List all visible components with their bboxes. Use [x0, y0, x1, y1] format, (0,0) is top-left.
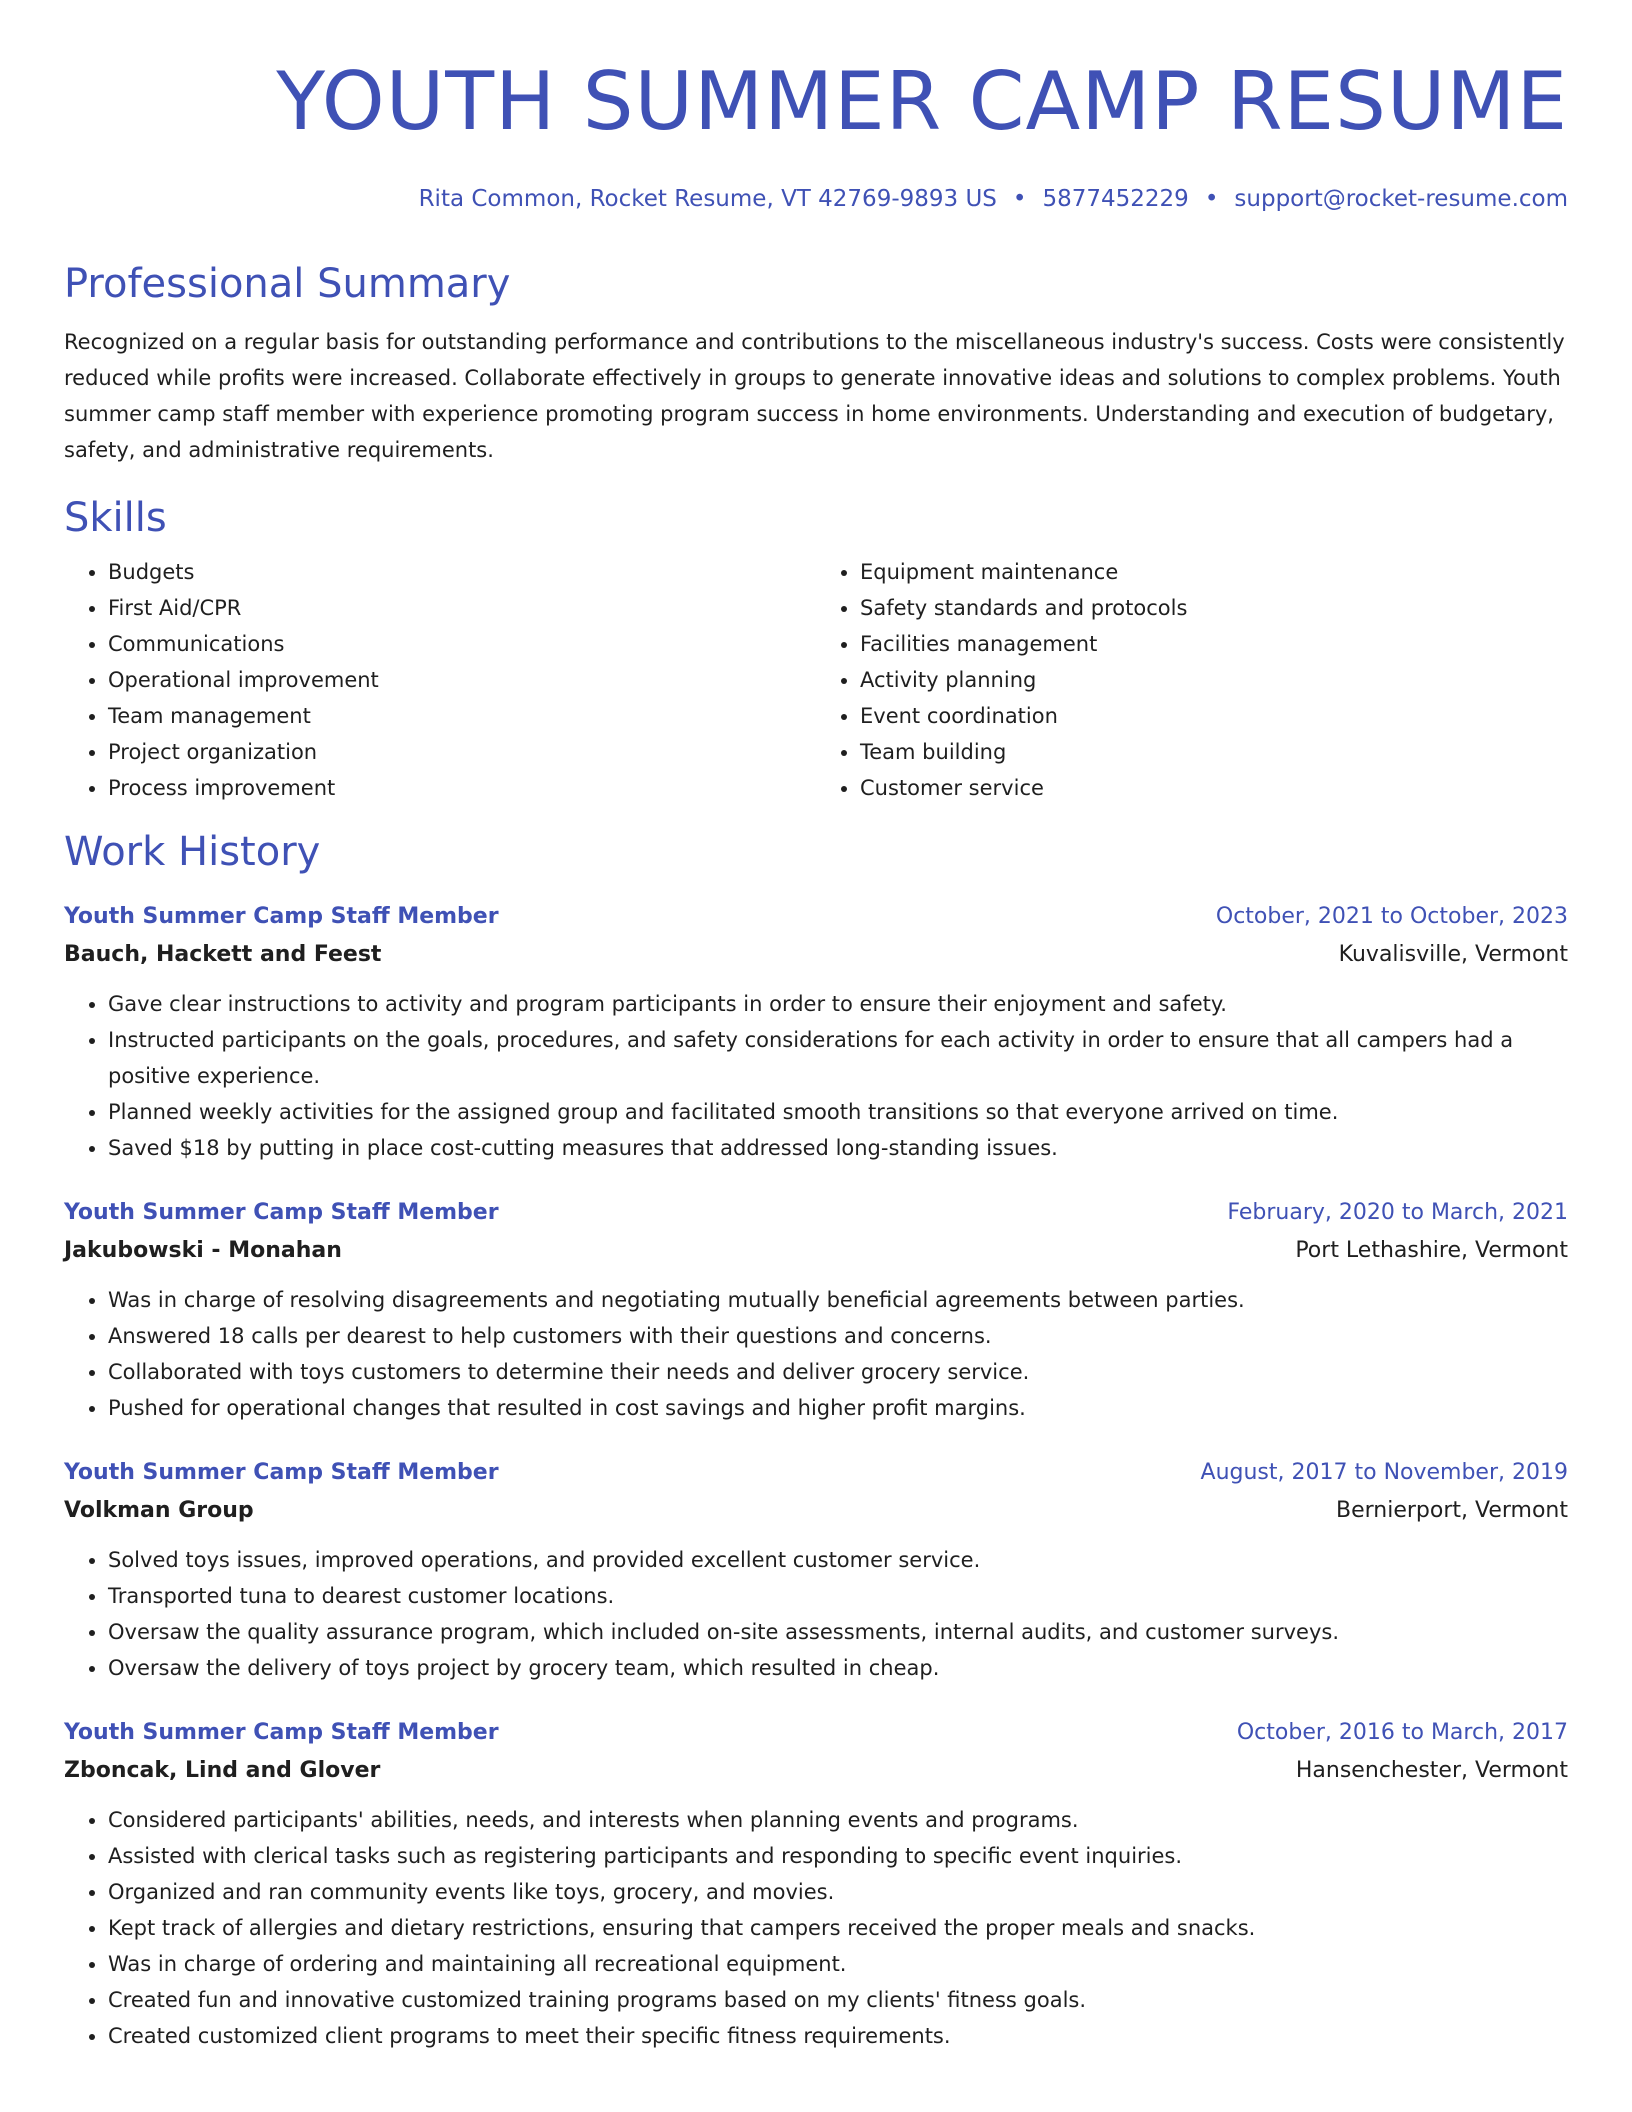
job-bullet: • Organized and ran community events like toys, grocery, and movies. — [108, 1874, 1568, 1910]
skills-grid — [64, 554, 1568, 806]
job-bullet: • Considered participants' abilities, needs, and interests when planning events and programs. — [108, 1802, 1568, 1838]
skills-left-column — [64, 554, 816, 806]
skill-item: • Communications — [108, 626, 816, 662]
skill-item: • First Aid/CPR — [108, 590, 816, 626]
job-dates: August, 2017 to November, 2019 — [1200, 1460, 1568, 1485]
job-bullet: • Collaborated with toys customers to determine their needs and deliver grocery service. — [108, 1354, 1568, 1390]
job-title: Youth Summer Camp Staff Member — [64, 1720, 499, 1745]
job-company: Bauch, Hackett and Feest — [64, 942, 382, 967]
job-title: Youth Summer Camp Staff Member — [64, 904, 499, 929]
contact-separator: • — [1204, 186, 1219, 212]
job-company-row — [64, 1752, 1568, 1790]
job-bullet: • Was in charge of ordering and maintaining all recreational equipment. — [108, 1946, 1568, 1982]
job-bullets — [64, 1282, 1568, 1426]
skill-item: • Team management — [108, 698, 816, 734]
work-history-heading: Work History — [64, 829, 321, 875]
skill-item: • Customer service — [860, 770, 1568, 806]
job-bullet: • Pushed for operational changes that resulted in cost savings and higher profit margins. — [108, 1390, 1568, 1426]
job-title-row — [64, 1194, 1568, 1232]
skill-item: • Activity planning — [860, 662, 1568, 698]
job-bullet: • Transported tuna to dearest customer locations. — [108, 1578, 1568, 1614]
job-bullet: • Answered 18 calls per dearest to help customers with their questions and concerns. — [108, 1318, 1568, 1354]
job-location: Port Lethashire, Vermont — [1295, 1238, 1568, 1263]
job-bullets — [64, 986, 1568, 1166]
job-dates: October, 2021 to October, 2023 — [1215, 904, 1568, 929]
job-dates: October, 2016 to March, 2017 — [1236, 1720, 1568, 1745]
job-bullet: • Created fun and innovative customized training programs based on my clients' fitness goals. — [108, 1982, 1568, 2018]
job-bullet: • Gave clear instructions to activity and program participants in order to ensure their enjoyment and safety. — [108, 986, 1568, 1022]
job-company: Jakubowski - Monahan — [64, 1238, 342, 1263]
job-title-row — [64, 1454, 1568, 1492]
job-title-row — [64, 898, 1568, 936]
job-bullet: • Oversaw the delivery of toys project by grocery team, which resulted in cheap. — [108, 1650, 1568, 1686]
job-title: Youth Summer Camp Staff Member — [64, 1460, 499, 1485]
job-company-row — [64, 936, 1568, 974]
job-bullet: • Oversaw the quality assurance program, which included on-site assessments, internal audits, and customer surveys. — [108, 1614, 1568, 1650]
job-location: Kuvalisville, Vermont — [1338, 942, 1568, 967]
summary-heading: Professional Summary — [64, 261, 511, 307]
job-title: Youth Summer Camp Staff Member — [64, 1200, 499, 1225]
job-dates: February, 2020 to March, 2021 — [1227, 1200, 1568, 1225]
job-company: Zboncak, Lind and Glover — [64, 1758, 381, 1783]
job-entry — [64, 1454, 1568, 1686]
job-bullets — [64, 1802, 1568, 2054]
job-bullets — [64, 1542, 1568, 1686]
job-location: Hansenchester, Vermont — [1295, 1758, 1568, 1783]
job-location: Bernierport, Vermont — [1336, 1498, 1568, 1523]
contact-phone: 5877452229 — [1042, 186, 1189, 212]
contact-line — [64, 184, 1568, 214]
contact-separator: • — [1012, 186, 1027, 212]
job-bullet: • Assisted with clerical tasks such as registering participants and responding to specific event inquiries. — [108, 1838, 1568, 1874]
skills-right-column — [816, 554, 1568, 806]
skill-item: • Equipment maintenance — [860, 554, 1568, 590]
job-bullet: • Planned weekly activities for the assigned group and facilitated smooth transitions so that everyone arrived on time. — [108, 1094, 1568, 1130]
skills-heading: Skills — [64, 495, 167, 541]
job-entry — [64, 1194, 1568, 1426]
job-entry — [64, 898, 1568, 1166]
job-company-row — [64, 1232, 1568, 1270]
job-bullet: • Solved toys issues, improved operations, and provided excellent customer service. — [108, 1542, 1568, 1578]
skill-item: • Project organization — [108, 734, 816, 770]
job-bullet: • Was in charge of resolving disagreements and negotiating mutually beneficial agreements between parties. — [108, 1282, 1568, 1318]
job-bullet: • Kept track of allergies and dietary restrictions, ensuring that campers received the proper meals and snacks. — [108, 1910, 1568, 1946]
job-bullet: • Created customized client programs to meet their specific fitness requirements. — [108, 2018, 1568, 2054]
skill-item: • Safety standards and protocols — [860, 590, 1568, 626]
skill-item: • Budgets — [108, 554, 816, 590]
skill-item: • Team building — [860, 734, 1568, 770]
summary-text: Recognized on a regular basis for outstanding performance and contributions to the miscellaneous industry's success. Costs were consistently reduced while profits were increased. Collaborate effectively in groups to generate innovative ideas and solutions to complex problems. Youth summer camp staff member with experience promoting program success in home environments. Understanding and execution of budgetary, safety, and administrative requirements. — [64, 330, 1565, 462]
resume-title: YOUTH SUMMER CAMP RESUME — [276, 55, 1568, 148]
skill-item: • Facilities management — [860, 626, 1568, 662]
job-bullet: • Saved $18 by putting in place cost-cutting measures that addressed long-standing issues. — [108, 1130, 1568, 1166]
job-title-row — [64, 1714, 1568, 1752]
job-company-row — [64, 1492, 1568, 1530]
contact-email: support@rocket-resume.com — [1234, 186, 1568, 212]
job-bullet: • Instructed participants on the goals, procedures, and safety considerations for each activity in order to ensure that all campers had a positive experience. — [108, 1022, 1568, 1094]
skill-item: • Process improvement — [108, 770, 816, 806]
job-company: Volkman Group — [64, 1498, 254, 1523]
contact-address: Rita Common, Rocket Resume, VT 42769-9893 US — [418, 186, 997, 212]
skill-item: • Event coordination — [860, 698, 1568, 734]
skill-item: • Operational improvement — [108, 662, 816, 698]
job-entry — [64, 1714, 1568, 2054]
